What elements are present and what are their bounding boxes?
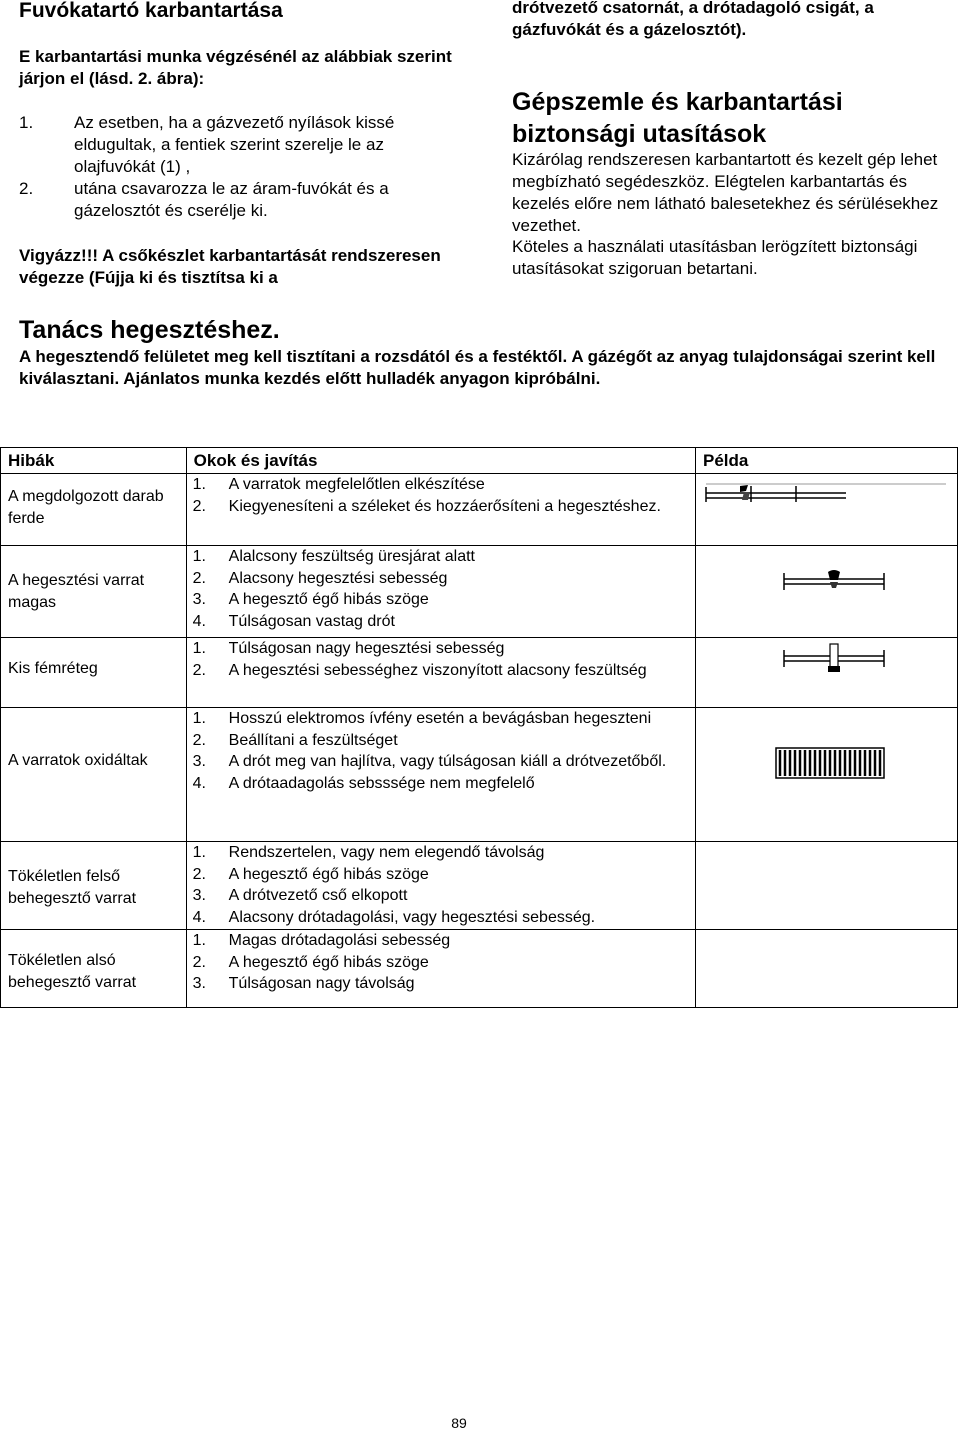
continuation-text: drótvezető csatornát, a drótadagoló csigát, a gázfuvókát és a gázelosztót). <box>512 0 874 39</box>
list-text: utána csavarozza le az áram-fuvókát és a gázelosztót és cserélje ki. <box>74 179 389 220</box>
error-cell: Tökéletlen alsó behegesztő varrat <box>1 930 187 1008</box>
list-item: 3. A drótvezető cső elkopott <box>192 887 408 905</box>
table-header-row <box>1 448 958 474</box>
warning-text: Vigyázz!!! A csőkészlet karbantartását rendszeresen végezze (Fújja ki és tisztítsa ki a <box>19 246 441 287</box>
list-item: 2. A hegesztési sebességhez viszonyított alacsony feszültség <box>192 661 647 679</box>
high-weld-illustration <box>696 546 957 632</box>
safety-text-2: Köteles a használati utasításban lerögzített biztonsági utasításokat szigoruan betartani. <box>512 237 918 278</box>
skewed-weld-illustration <box>696 474 957 540</box>
list-number: 2. <box>19 179 34 198</box>
error-cell: A hegesztési varrat magas <box>1 546 187 638</box>
troubleshooting-table <box>0 447 958 1008</box>
list-item: 2. Beállítani a feszültséget <box>192 731 398 749</box>
causes-cell <box>186 708 695 842</box>
table-row <box>1 638 958 708</box>
table-row <box>1 930 958 1008</box>
example-cell <box>695 708 957 842</box>
table-row <box>1 474 958 546</box>
steps-list <box>19 112 459 222</box>
list-item <box>19 112 459 178</box>
example-cell <box>695 546 957 638</box>
list-item: 2. Alacsony hegesztési sebesség <box>192 569 448 587</box>
advice-title: Tanács hegesztéshez. <box>19 316 280 344</box>
list-item: 2. Kiegyenesíteni a széleket és hozzáerősíteni a hegesztéshez. <box>192 497 661 515</box>
safety-title: Gépszemle és karbantartási biztonsági utasítások <box>512 88 843 148</box>
table-row <box>1 546 958 638</box>
list-item: 3. A hegesztő égő hibás szöge <box>192 591 429 609</box>
table-row <box>1 842 958 930</box>
error-cell: A varratok oxidáltak <box>1 708 187 842</box>
list-item: 2. A hegesztő égő hibás szöge <box>192 953 429 971</box>
error-cell: A megdolgozott darab ferde <box>1 474 187 546</box>
list-item: 4. Alacsony drótadagolási, vagy hegesztési sebesség. <box>192 908 596 926</box>
example-cell <box>695 930 957 1008</box>
list-number: 1. <box>19 113 34 132</box>
list-item: 1. Rendszertelen, vagy nem elegendő távolság <box>192 844 545 861</box>
example-cell <box>695 842 957 930</box>
header-example: Példa <box>695 448 957 474</box>
list-item: 2. A hegesztő égő hibás szöge <box>192 865 429 883</box>
intro-text: E karbantartási munka végzésénél az alábbiak szerint járjon el (lásd. 2. ábra): <box>19 47 452 88</box>
thin-metal-layer-illustration <box>696 638 957 702</box>
list-text: Az esetben, ha a gázvezető nyílások kissé eldugultak, a fentiek szerint szerelje le az olajfuvókát (1) , <box>74 113 395 176</box>
page-number: 89 <box>451 1415 467 1431</box>
causes-cell <box>186 842 695 930</box>
list-item: 1. A varratok megfelelőtlen elkészítése <box>192 476 485 493</box>
error-cell: Tökéletlen felső behegesztő varrat <box>1 842 187 930</box>
list-item: 1. Alalcsony feszültség üresjárat alatt <box>192 548 475 565</box>
causes-cell <box>186 930 695 1008</box>
list-item: 4. Túlságosan vastag drót <box>192 612 395 630</box>
causes-cell <box>186 638 695 708</box>
list-item: 4. A drótaadagolás sebsssége nem megfelelő <box>192 774 535 792</box>
causes-cell <box>186 546 695 638</box>
header-causes: Okok és javítás <box>186 448 695 474</box>
example-cell <box>695 638 957 708</box>
example-cell <box>695 474 957 546</box>
header-errors: Hibák <box>1 448 187 474</box>
table-row <box>1 708 958 842</box>
list-item: 1. Túlságosan nagy hegesztési sebesség <box>192 640 505 657</box>
safety-text-1: Kizárólag rendszeresen karbantartott és kezelt gép lehet megbízható segédeszköz. Elégtelen karbantartás és kezelés előre nem látható balesetekhez és sérülésekhez vezethet. <box>512 150 939 235</box>
causes-cell <box>186 474 695 546</box>
list-item: 3. A drót meg van hajlítva, vagy túlságosan kiáll a drótvezetőből. <box>192 753 667 771</box>
list-item: 1. Hosszú elektromos ívfény esetén a bevágásban hegeszteni <box>192 710 652 727</box>
list-item <box>19 178 459 222</box>
list-item: 1. Magas drótadagolási sebesség <box>192 932 451 949</box>
advice-text: A hegesztendő felületet meg kell tisztítani a rozsdától és a festéktől. A gázégőt az anyag tulajdonságai szerint kell kiválasztani. Ajánlatos munka kezdés előtt hulladék anyagon kipróbálni. <box>19 347 936 388</box>
error-cell: Kis fémréteg <box>1 638 187 708</box>
page-title: Fuvókatartó karbantartása <box>19 0 283 22</box>
oxidized-weld-illustration <box>696 708 957 836</box>
list-item: 3. Túlságosan nagy távolság <box>192 975 415 993</box>
